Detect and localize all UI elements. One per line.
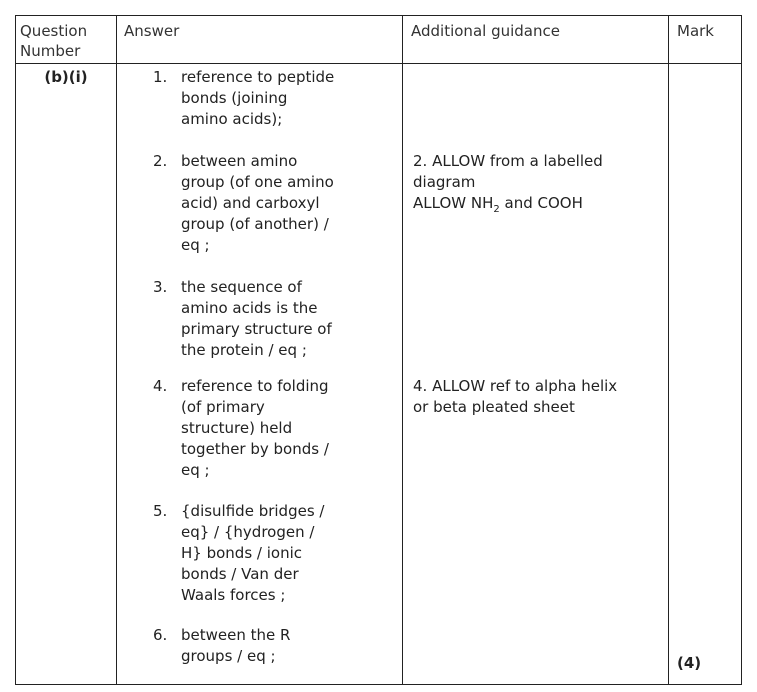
header-question-number — [20, 21, 87, 61]
answer-number: 2. — [153, 152, 168, 170]
answer-text: {disulfide bridges / eq} / {hydrogen / H} bonds / ionic bonds / Van der Waals forces ; — [181, 502, 325, 604]
column-divider — [668, 16, 669, 684]
answer-text: between the R groups / eq ; — [181, 626, 291, 665]
column-divider — [116, 16, 117, 684]
mark-scheme-table — [15, 15, 742, 685]
guidance-point-4 — [413, 376, 663, 418]
answer-number: 4. — [153, 377, 168, 395]
header-mark: Mark — [677, 22, 714, 40]
guidance-line: 2. ALLOW from a labelled — [413, 152, 603, 170]
answer-number: 1. — [153, 68, 168, 86]
guidance-line: ALLOW $NH_2$ and COOH — [413, 194, 583, 215]
guidance-point-2 — [413, 151, 663, 214]
header-divider — [16, 63, 741, 64]
header-answer: Answer — [124, 22, 180, 40]
answer-number: 6. — [153, 626, 168, 644]
answer-text: reference to folding (of primary structure) held together by bonds / eq ; — [181, 377, 329, 479]
answer-number: 5. — [153, 502, 168, 520]
answer-text: the sequence of amino acids is the primary structure of the protein / eq ; — [181, 278, 332, 359]
answer-text: reference to peptide bonds (joining amino acids); — [181, 68, 335, 128]
guidance-line: 4. ALLOW ref to alpha helix — [413, 377, 618, 395]
column-divider — [402, 16, 403, 684]
guidance-line: or beta pleated sheet — [413, 398, 575, 416]
header-number-line: Number — [20, 42, 81, 60]
answer-text: between amino group (of one amino acid) and carboxyl group (of another) / eq ; — [181, 152, 334, 254]
header-additional-guidance: Additional guidance — [411, 22, 560, 40]
mark-value: (4) — [677, 654, 702, 672]
answer-number: 3. — [153, 278, 168, 296]
question-number: (b)(i) — [44, 68, 88, 86]
guidance-line: diagram — [413, 173, 476, 191]
header-question-line: Question — [20, 22, 88, 40]
